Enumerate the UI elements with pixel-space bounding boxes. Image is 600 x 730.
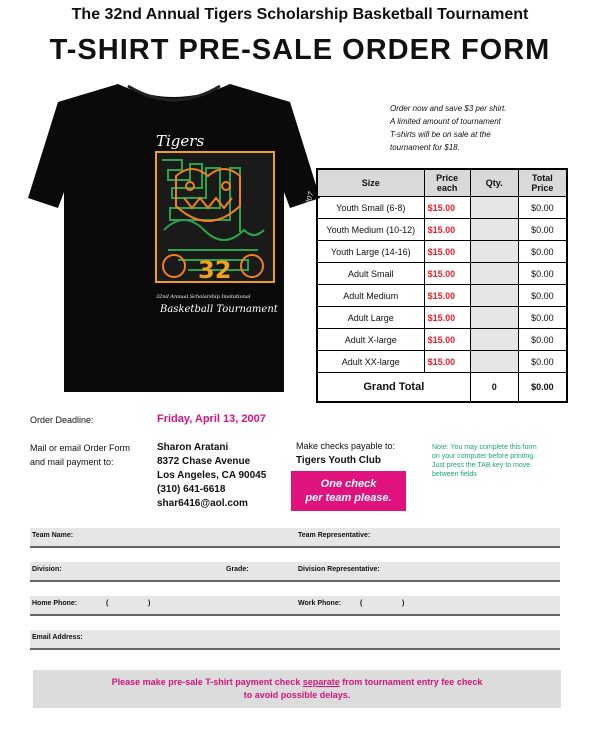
qty-input[interactable] (470, 307, 518, 329)
division-rep-input[interactable] (406, 562, 558, 580)
form-title: T-SHIRT PRE-SALE ORDER FORM (49, 34, 551, 66)
price-cell: $15.00 (424, 285, 470, 307)
size-cell: Adult X-large (317, 329, 424, 351)
price-cell: $15.00 (424, 307, 470, 329)
banner-text-before: Please make pre-sale T-shirt payment check (111, 677, 303, 687)
table-row (317, 197, 567, 219)
mail-street: 8372 Chase Avenue (157, 456, 251, 467)
price-cell: $15.00 (424, 351, 470, 373)
total-cell: $0.00 (518, 329, 567, 351)
deadline-label: Order Deadline: (30, 415, 94, 425)
qty-input[interactable] (470, 329, 518, 351)
size-cell: Adult Small (317, 263, 424, 285)
banner-line-1 (112, 676, 483, 689)
qty-input[interactable] (470, 263, 518, 285)
size-cell: Youth Medium (10-12) (317, 219, 424, 241)
qty-input[interactable] (470, 219, 518, 241)
team-rep-input[interactable] (392, 528, 558, 546)
work-phone-paren-close: ) (402, 600, 405, 607)
grade-input[interactable] (256, 562, 294, 580)
col-price: Price each (424, 169, 470, 197)
qty-input[interactable] (470, 197, 518, 219)
grand-total-row (317, 373, 567, 403)
size-cell: Adult Large (317, 307, 424, 329)
grand-total-value: $0.00 (518, 373, 567, 403)
promo-line-2: A limited amount of tournament (390, 117, 501, 126)
one-check-badge (291, 471, 406, 511)
mail-phone: (310) 641-6618 (157, 484, 226, 495)
deadline-value: Friday, April 13, 2007 (157, 413, 266, 425)
tshirt-dates: May 25, 27, and 28, 2007 (284, 190, 316, 281)
email-input[interactable] (100, 630, 558, 648)
note-line-4: between fields (432, 471, 477, 478)
work-phone-paren-open: ( (360, 600, 363, 607)
mail-address (157, 441, 266, 511)
tab-note (432, 443, 572, 479)
price-cell: $15.00 (424, 263, 470, 285)
tshirt-image (28, 80, 320, 392)
col-size: Size (317, 169, 424, 197)
banner-underlined: separate (302, 677, 340, 687)
work-phone-label: Work Phone: (298, 600, 342, 607)
size-cell: Adult XX-large (317, 351, 424, 373)
mail-label (30, 441, 150, 469)
table-row (317, 285, 567, 307)
badge-line-1: One check (320, 478, 377, 490)
table-row (317, 263, 567, 285)
table-row (317, 219, 567, 241)
size-cell: Youth Small (6-8) (317, 197, 424, 219)
price-cell: $15.00 (424, 197, 470, 219)
home-phone-paren-open: ( (106, 600, 109, 607)
promo-text (390, 102, 545, 154)
table-row (317, 351, 567, 373)
mail-city: Los Angeles, CA 90045 (157, 470, 267, 481)
field-row-email (30, 630, 560, 650)
email-label: Email Address: (32, 634, 83, 641)
qty-input[interactable] (470, 285, 518, 307)
banner-text-after: from tournament entry fee check (339, 677, 483, 687)
size-cell: Youth Large (14-16) (317, 241, 424, 263)
table-row (317, 329, 567, 351)
qty-input[interactable] (470, 351, 518, 373)
home-phone-paren-close: ) (148, 600, 151, 607)
promo-line-4: tournament for $18. (390, 143, 460, 152)
banner-line-2: to avoid possible delays. (243, 690, 351, 700)
badge-line-2: per team please. (305, 492, 392, 504)
price-cell: $15.00 (424, 219, 470, 241)
note-line-3: Just press the TAB key to move (432, 462, 531, 469)
mail-email: shar6416@aol.com (157, 498, 248, 509)
field-row-team (30, 528, 560, 548)
field-row-division (30, 562, 560, 582)
price-cell: $15.00 (424, 329, 470, 351)
size-cell: Adult Medium (317, 285, 424, 307)
table-row (317, 307, 567, 329)
grand-total-qty: 0 (470, 373, 518, 403)
division-input[interactable] (70, 562, 220, 580)
order-table (316, 168, 568, 403)
total-cell: $0.00 (518, 285, 567, 307)
col-qty: Qty. (470, 169, 518, 197)
payable-label: Make checks payable to: (296, 441, 396, 451)
total-cell: $0.00 (518, 307, 567, 329)
home-phone-label: Home Phone: (32, 600, 78, 607)
work-phone-input[interactable] (352, 596, 558, 614)
grade-label: Grade: (226, 566, 249, 573)
note-line-2: on your computer before printing. (432, 453, 536, 460)
total-cell: $0.00 (518, 241, 567, 263)
qty-input[interactable] (470, 241, 518, 263)
tshirt-caption-2: Basketball Tournament (160, 304, 278, 315)
tshirt-caption-1: 32nd Annual Scholarship Invitational (156, 294, 251, 300)
table-row (317, 241, 567, 263)
total-cell: $0.00 (518, 219, 567, 241)
division-rep-label: Division Representative: (298, 566, 380, 573)
event-title: The 32nd Annual Tigers Scholarship Basketball Tournament (71, 6, 529, 23)
field-row-phone (30, 596, 560, 616)
total-cell: $0.00 (518, 351, 567, 373)
tshirt-number: 32 (198, 256, 232, 284)
payable-value: Tigers Youth Club (296, 455, 382, 466)
total-cell: $0.00 (518, 197, 567, 219)
team-name-label: Team Name: (32, 532, 74, 539)
promo-line-3: T-shirts will be on sale at the (390, 130, 491, 139)
mail-name: Sharon Aratani (157, 442, 229, 453)
mail-label-line-2: and mail payment to: (30, 457, 114, 467)
payment-banner (33, 670, 561, 708)
mail-label-line-1: Mail or email Order Form (30, 443, 131, 453)
division-label: Division: (32, 566, 62, 573)
team-name-input[interactable] (90, 528, 290, 546)
total-cell: $0.00 (518, 263, 567, 285)
team-rep-label: Team Representative: (298, 532, 371, 539)
promo-line-1: Order now and save $3 per shirt. (390, 104, 507, 113)
note-line-1: Note: You may complete this form (432, 444, 537, 451)
tshirt-word: Tigers (156, 132, 205, 150)
col-total: Total Price (518, 169, 567, 197)
grand-total-label: Grand Total (317, 373, 470, 403)
price-cell: $15.00 (424, 241, 470, 263)
home-phone-input[interactable] (90, 596, 290, 614)
